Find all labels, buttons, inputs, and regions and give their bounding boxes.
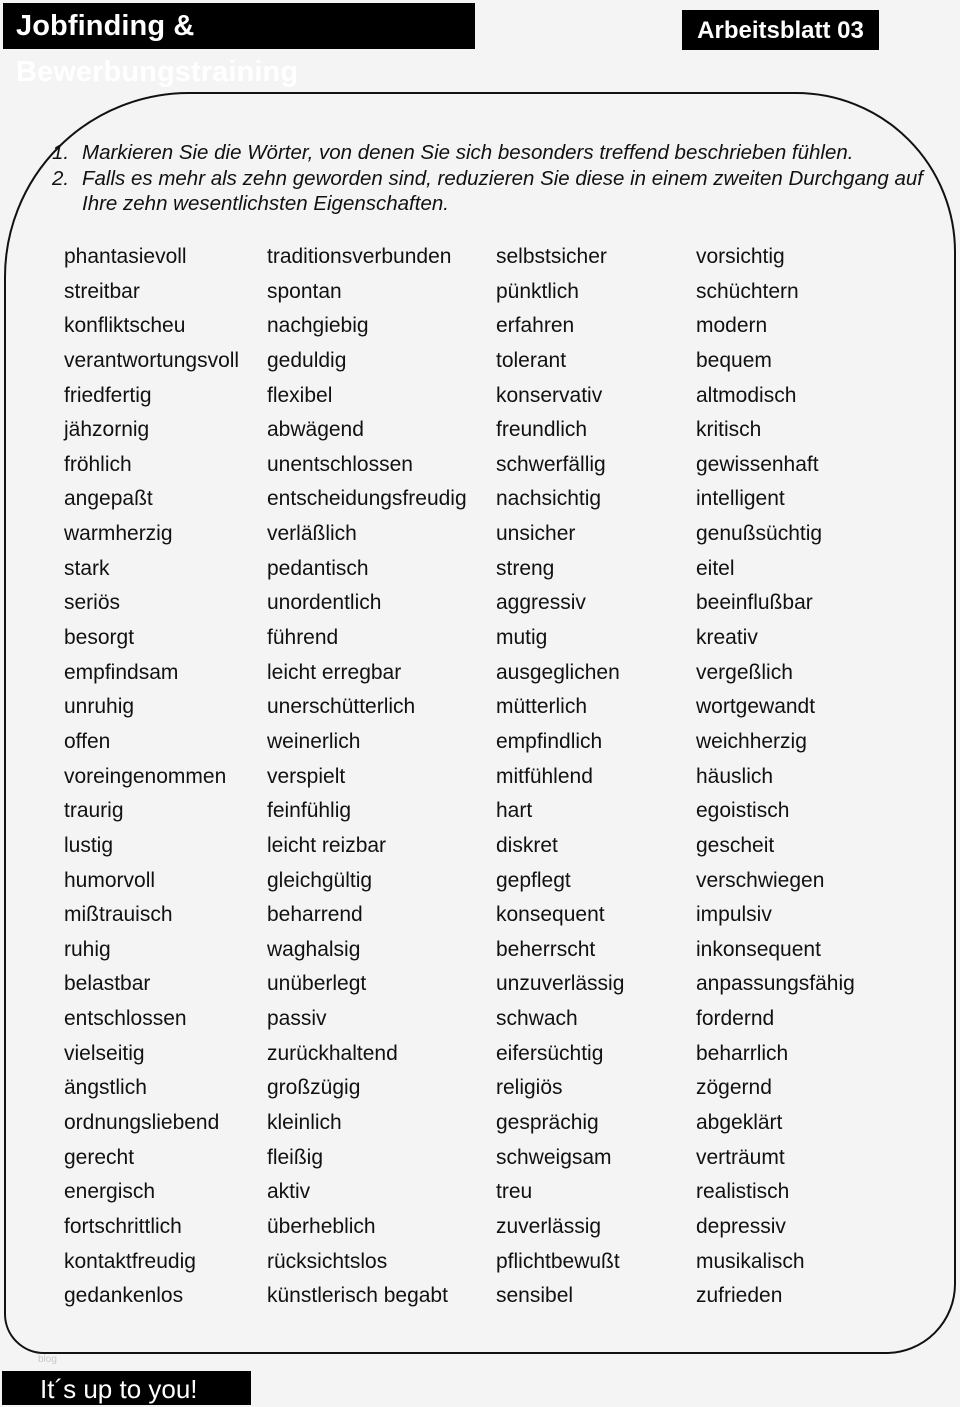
adjective-word[interactable]: rücksichtslos — [267, 1249, 388, 1273]
adjective-word[interactable]: diskret — [496, 833, 558, 857]
adjective-word[interactable]: unruhig — [64, 695, 135, 719]
adjective-word[interactable]: eitel — [696, 556, 735, 580]
adjective-word[interactable]: nachgiebig — [267, 314, 369, 338]
word-row — [0, 413, 960, 448]
adjective-word[interactable]: konsequent — [496, 903, 605, 927]
adjective-word[interactable]: konservativ — [496, 383, 603, 407]
adjective-word[interactable]: phantasievoll — [64, 245, 187, 268]
adjective-word[interactable]: zurückhaltend — [267, 1041, 398, 1065]
adjective-word[interactable]: schwerfällig — [496, 452, 606, 476]
word-row — [0, 621, 960, 656]
adjective-word[interactable]: religiös — [496, 1076, 563, 1100]
adjective-word[interactable]: traditionsverbunden — [267, 245, 452, 268]
adjective-word[interactable]: entschlossen — [64, 1007, 187, 1031]
adjective-word[interactable]: künstlerisch begabt — [267, 1284, 448, 1308]
adjective-word[interactable]: wortgewandt — [696, 695, 816, 719]
instructions — [52, 140, 932, 217]
adjective-word[interactable]: impulsiv — [696, 903, 772, 927]
adjective-word[interactable]: weichherzig — [696, 729, 807, 753]
word-row — [0, 725, 960, 760]
adjective-word[interactable]: vielseitig — [64, 1041, 145, 1065]
word-row — [0, 517, 960, 552]
word-row — [0, 1106, 960, 1141]
adjective-word[interactable]: egoistisch — [696, 799, 790, 823]
adjective-word[interactable]: schüchtern — [696, 279, 799, 303]
adjective-word[interactable]: sensibel — [496, 1284, 574, 1308]
word-row — [0, 309, 960, 344]
worksheet-number-badge: Arbeitsblatt 03 — [682, 10, 879, 50]
adjective-word[interactable]: jähzornig — [64, 418, 150, 442]
adjective-word[interactable]: voreingenommen — [64, 764, 227, 788]
instruction-item — [52, 166, 932, 217]
adjective-word[interactable]: beeinflußbar — [696, 591, 813, 615]
adjective-word[interactable]: abgeklärt — [696, 1111, 783, 1135]
adjective-word[interactable]: unerschütterlich — [267, 695, 416, 719]
adjective-word[interactable]: friedfertig — [64, 383, 152, 407]
adjective-word[interactable]: kritisch — [696, 418, 762, 442]
word-row — [0, 379, 960, 414]
word-row — [0, 829, 960, 864]
adjective-word[interactable]: seriös — [64, 591, 121, 615]
adjective-word[interactable]: beharrend — [267, 903, 363, 927]
adjective-word[interactable]: tolerant — [496, 348, 567, 372]
adjective-word[interactable]: überheblich — [267, 1214, 376, 1238]
adjective-word[interactable]: verspielt — [267, 764, 346, 788]
word-row — [0, 344, 960, 379]
word-row — [0, 1245, 960, 1280]
adjective-word[interactable]: waghalsig — [267, 937, 361, 961]
adjective-word[interactable]: realistisch — [696, 1180, 790, 1204]
adjective-word[interactable]: gewissenhaft — [696, 452, 819, 476]
adjective-word[interactable]: passiv — [267, 1007, 327, 1031]
adjective-word[interactable]: ruhig — [64, 937, 111, 961]
word-row — [0, 1210, 960, 1245]
adjective-word[interactable]: lustig — [64, 833, 114, 857]
word-row — [0, 1141, 960, 1176]
word-row — [0, 898, 960, 933]
adjective-word[interactable]: unsicher — [496, 522, 576, 546]
adjective-word[interactable]: energisch — [64, 1180, 156, 1204]
adjective-word[interactable]: empfindlich — [496, 729, 603, 753]
adjective-word[interactable]: feinfühlig — [267, 799, 352, 823]
word-row — [0, 482, 960, 517]
adjective-word[interactable]: selbstsicher — [496, 245, 607, 268]
adjective-word[interactable]: geduldig — [267, 348, 347, 372]
adjective-word[interactable]: fleißig — [267, 1145, 324, 1169]
instruction-text: Markieren Sie die Wörter, von denen Sie sich besonders treffend beschrieben fühlen. — [82, 141, 854, 164]
adjective-word[interactable]: mitfühlend — [496, 764, 593, 788]
adjective-word[interactable]: eifersüchtig — [496, 1041, 604, 1065]
adjective-word[interactable]: angepaßt — [64, 487, 153, 511]
adjective-word[interactable]: hart — [496, 799, 533, 823]
adjective-word[interactable]: großzügig — [267, 1076, 361, 1100]
adjective-word[interactable]: beharrlich — [696, 1041, 789, 1065]
adjective-word[interactable]: entscheidungsfreudig — [267, 487, 467, 511]
adjective-word[interactable]: unordentlich — [267, 591, 382, 615]
adjective-word[interactable]: humorvoll — [64, 868, 156, 892]
adjective-word[interactable]: besorgt — [64, 626, 135, 650]
adjective-word[interactable]: leicht reizbar — [267, 833, 387, 857]
adjective-word[interactable]: gescheit — [696, 833, 775, 857]
adjective-word[interactable]: verschwiegen — [696, 868, 825, 892]
word-row — [0, 1002, 960, 1037]
adjective-word[interactable]: schwach — [496, 1007, 578, 1031]
adjective-word[interactable]: häuslich — [696, 764, 774, 788]
adjective-word[interactable]: intelligent — [696, 487, 785, 511]
adjective-word[interactable]: vorsichtig — [696, 245, 785, 268]
adjective-word[interactable]: pünktlich — [496, 279, 579, 303]
adjective-word[interactable]: bequem — [696, 348, 772, 372]
adjective-list — [0, 240, 960, 1314]
adjective-word[interactable]: anpassungsfähig — [696, 972, 855, 996]
adjective-word[interactable]: unzuverlässig — [496, 972, 625, 996]
adjective-word[interactable]: führend — [267, 626, 339, 650]
adjective-word[interactable]: beherrscht — [496, 937, 596, 961]
adjective-word[interactable]: verträumt — [696, 1145, 785, 1169]
adjective-word[interactable]: fordernd — [696, 1007, 775, 1031]
adjective-word[interactable]: streitbar — [64, 279, 140, 303]
faint-watermark: blog — [38, 1354, 57, 1365]
adjective-word[interactable]: ausgeglichen — [496, 660, 620, 684]
worksheet-title: Jobfinding & Bewerbungstraining — [3, 3, 475, 49]
adjective-word[interactable]: pflichtbewußt — [496, 1249, 620, 1273]
adjective-word[interactable]: flexibel — [267, 383, 333, 407]
word-row — [0, 933, 960, 968]
adjective-word[interactable]: belastbar — [64, 972, 151, 996]
adjective-word[interactable]: fröhlich — [64, 452, 132, 476]
instruction-item — [52, 140, 932, 166]
instruction-text: Falls es mehr als zehn geworden sind, reduzieren Sie diese in einem zweiten Durchgang auf Ihre zehn wesentlichsten Eigenschaften. — [82, 166, 923, 215]
word-row — [0, 864, 960, 899]
word-row — [0, 690, 960, 725]
word-row — [0, 586, 960, 621]
adjective-word[interactable]: mutig — [496, 626, 548, 650]
adjective-word[interactable]: altmodisch — [696, 383, 797, 407]
adjective-word[interactable]: spontan — [267, 279, 342, 303]
instruction-number: 1. — [52, 141, 70, 164]
adjective-word[interactable]: konfliktscheu — [64, 314, 186, 338]
word-row — [0, 760, 960, 795]
adjective-word[interactable]: modern — [696, 314, 768, 338]
adjective-word[interactable]: weinerlich — [267, 729, 361, 753]
word-row — [0, 656, 960, 691]
adjective-word[interactable]: ängstlich — [64, 1076, 147, 1100]
word-row — [0, 1175, 960, 1210]
adjective-word[interactable]: gepflegt — [496, 868, 571, 892]
adjective-word[interactable]: erfahren — [496, 314, 575, 338]
adjective-word[interactable]: kreativ — [696, 626, 758, 650]
adjective-word[interactable]: gesprächig — [496, 1111, 599, 1135]
adjective-word[interactable]: verläßlich — [267, 522, 357, 546]
word-row — [0, 275, 960, 310]
word-row — [0, 794, 960, 829]
adjective-word[interactable]: streng — [496, 556, 555, 580]
adjective-word[interactable]: ordnungsliebend — [64, 1111, 220, 1135]
adjective-word[interactable]: zufrieden — [696, 1284, 783, 1308]
adjective-word[interactable]: unüberlegt — [267, 972, 367, 996]
adjective-word[interactable]: gedankenlos — [64, 1284, 184, 1308]
word-row — [0, 1071, 960, 1106]
adjective-word[interactable]: traurig — [64, 799, 124, 823]
adjective-word[interactable]: stark — [64, 556, 110, 580]
adjective-word[interactable]: inkonsequent — [696, 937, 821, 961]
adjective-word[interactable]: offen — [64, 729, 111, 753]
adjective-word[interactable]: treu — [496, 1180, 533, 1204]
word-row — [0, 552, 960, 587]
adjective-word[interactable]: vergeßlich — [696, 660, 793, 684]
adjective-word[interactable]: pedantisch — [267, 556, 369, 580]
adjective-word[interactable]: gleichgültig — [267, 868, 373, 892]
adjective-word[interactable]: freundlich — [496, 418, 588, 442]
instruction-number: 2. — [52, 166, 70, 190]
adjective-word[interactable]: nachsichtig — [496, 487, 602, 511]
word-row — [0, 1279, 960, 1314]
adjective-word[interactable]: aktiv — [267, 1180, 311, 1204]
adjective-word[interactable]: mütterlich — [496, 695, 588, 719]
adjective-word[interactable]: zögernd — [696, 1076, 772, 1100]
word-row — [0, 448, 960, 483]
adjective-word[interactable]: aggressiv — [496, 591, 586, 615]
adjective-word[interactable]: leicht erregbar — [267, 660, 402, 684]
adjective-word[interactable]: verantwortungsvoll — [64, 348, 240, 372]
adjective-word[interactable]: zuverlässig — [496, 1214, 602, 1238]
adjective-word[interactable]: mißtrauisch — [64, 903, 173, 927]
word-row — [0, 240, 960, 275]
adjective-word[interactable]: abwägend — [267, 418, 364, 442]
adjective-word[interactable]: fortschrittlich — [64, 1214, 182, 1238]
word-row — [0, 1037, 960, 1072]
slogan-banner: It´s up to you! — [2, 1371, 251, 1405]
adjective-word[interactable]: musikalisch — [696, 1249, 805, 1273]
adjective-word[interactable]: genußsüchtig — [696, 522, 823, 546]
adjective-word[interactable]: unentschlossen — [267, 452, 413, 476]
adjective-word[interactable]: depressiv — [696, 1214, 786, 1238]
adjective-word[interactable]: gerecht — [64, 1145, 135, 1169]
word-row — [0, 967, 960, 1002]
adjective-word[interactable]: warmherzig — [64, 522, 173, 546]
adjective-word[interactable]: empfindsam — [64, 660, 179, 684]
adjective-word[interactable]: kleinlich — [267, 1111, 342, 1135]
adjective-word[interactable]: schweigsam — [496, 1145, 612, 1169]
adjective-word[interactable]: kontaktfreudig — [64, 1249, 196, 1273]
